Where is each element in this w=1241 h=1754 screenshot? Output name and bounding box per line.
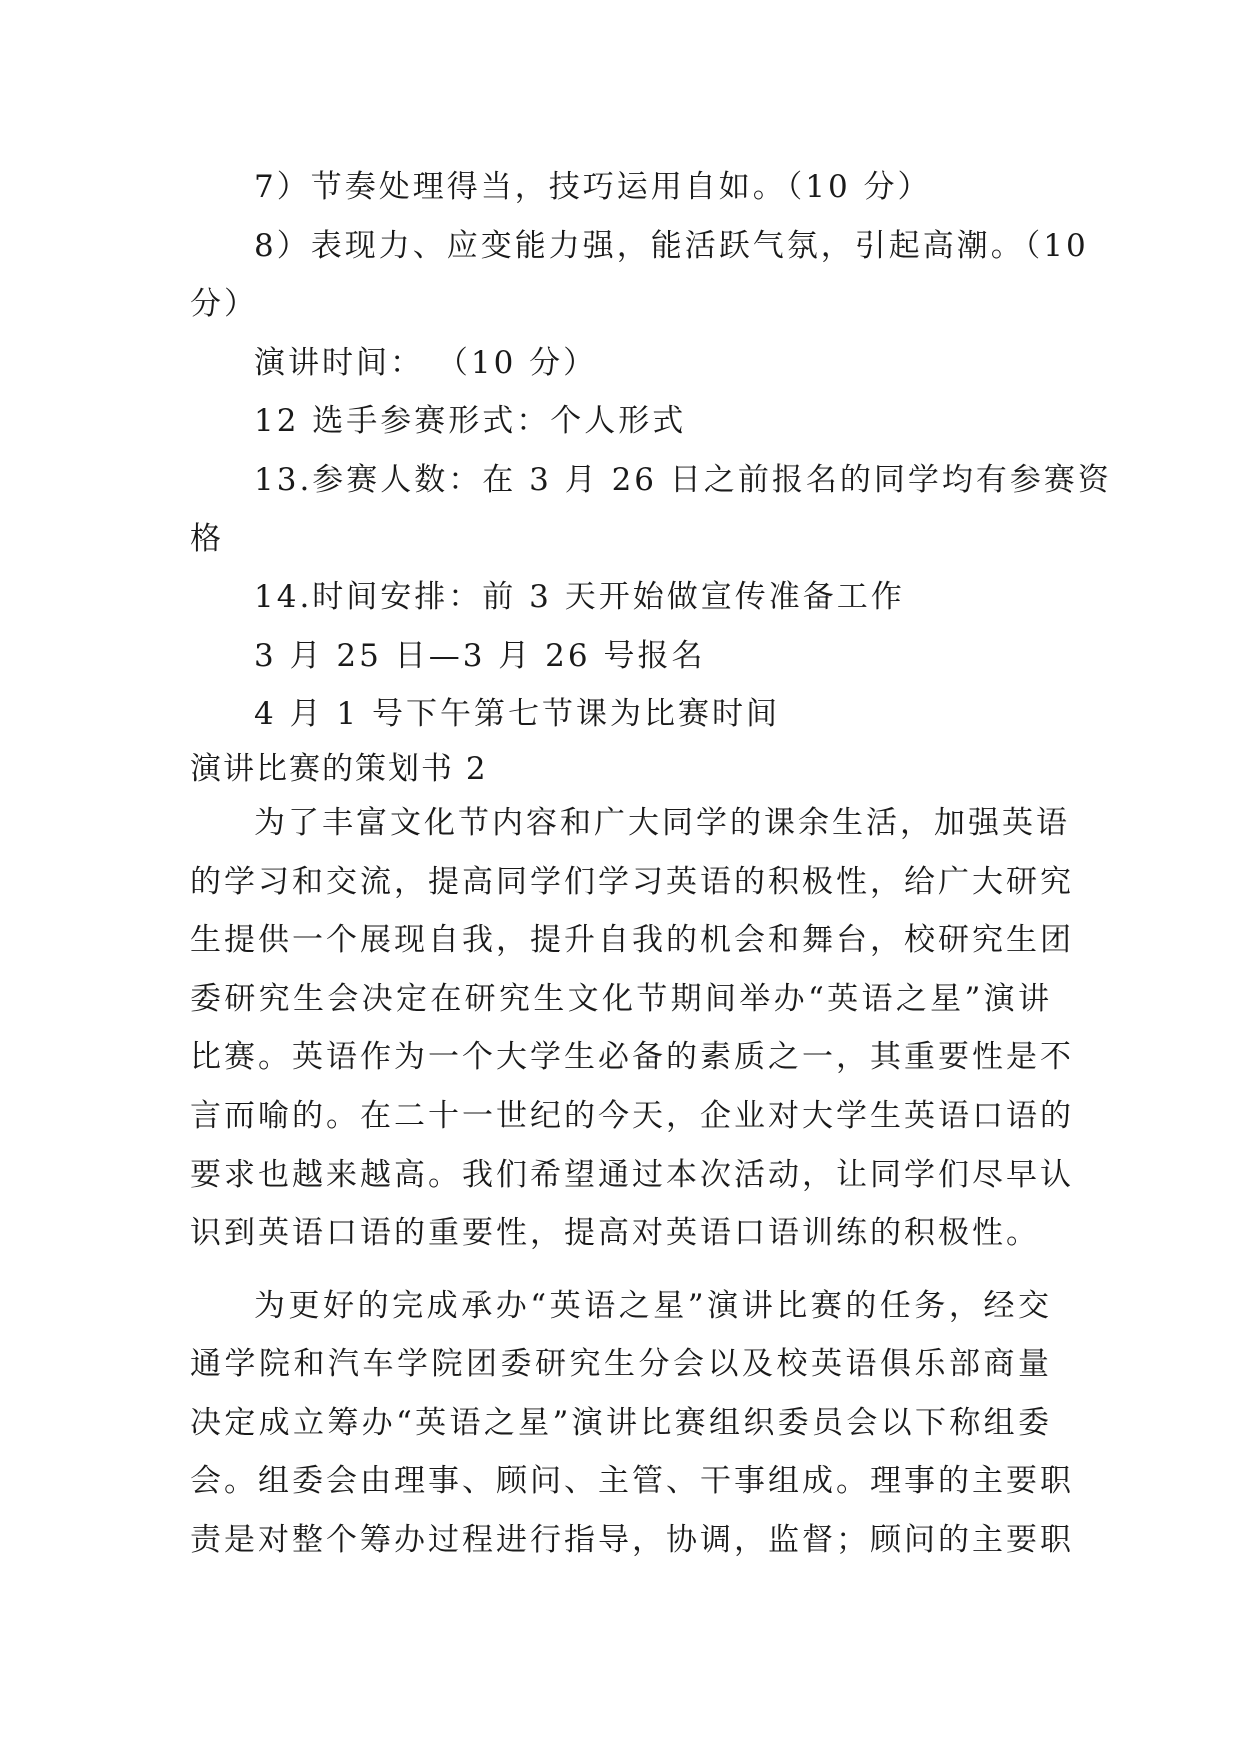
participant-count-cont: 格 — [190, 520, 224, 557]
paragraph-line: 识到英语口语的重要性，提高对英语口语训练的积极性。 — [190, 1215, 1040, 1252]
paragraph-spacer — [190, 1263, 1052, 1277]
schedule-line: 3 月 25 日—3 月 26 号报名 — [254, 637, 706, 674]
paragraph-line: 要求也越来越高。我们希望通过本次活动，让同学们尽早认 — [190, 1156, 1074, 1193]
paragraph-line: 会。组委会由理事、顾问、主管、干事组成。理事的主要职 — [190, 1463, 1074, 1500]
paragraph-line: 比赛。英语作为一个大学生必备的素质之一，其重要性是不 — [190, 1039, 1074, 1076]
speech-time-line: 演讲时间： （10 分） — [254, 344, 598, 381]
schedule-line: 14.时间安排：前 3 天开始做宣传准备工作 — [254, 579, 905, 616]
section-heading: 演讲比赛的策划书 2 — [190, 750, 488, 787]
criterion-line-cont: 分） — [190, 286, 258, 323]
paragraph-line: 为了丰富文化节内容和广大同学的课余生活，加强英语 — [254, 804, 1070, 841]
criterion-line: 7）节奏处理得当，技巧运用自如。（10 分） — [254, 169, 932, 205]
paragraph-line: 决定成立筹办“英语之星”演讲比赛组织委员会以下称组委 — [190, 1404, 1052, 1441]
paragraph-line: 委研究生会决定在研究生文化节期间举办“英语之星”演讲 — [190, 980, 1052, 1017]
participation-form-line: 12 选手参赛形式：个人形式 — [254, 403, 687, 440]
participant-count-line: 13.参赛人数：在 3 月 26 日之前报名的同学均有参赛资 — [254, 461, 1112, 498]
paragraph-line: 责是对整个筹办过程进行指导，协调，监督；顾问的主要职 — [190, 1522, 1074, 1559]
paragraph-line: 通学院和汽车学院团委研究生分会以及校英语俱乐部商量 — [190, 1346, 1052, 1383]
paragraph-line: 的学习和交流，提高同学们学习英语的积极性，给广大研究 — [190, 863, 1074, 900]
paragraph-line: 言而喻的。在二十一世纪的今天，企业对大学生英语口语的 — [190, 1097, 1074, 1134]
paragraph-line: 为更好的完成承办“英语之星”演讲比赛的任务，经交 — [254, 1287, 1052, 1324]
schedule-line: 4 月 1 号下午第七节课为比赛时间 — [254, 696, 781, 733]
paragraph-line: 生提供一个展现自我，提升自我的机会和舞台，校研究生团 — [190, 922, 1074, 959]
criterion-line: 8）表现力、应变能力强，能活跃气氛，引起高潮。（10 — [254, 227, 1089, 264]
document-body — [190, 158, 1112, 1570]
